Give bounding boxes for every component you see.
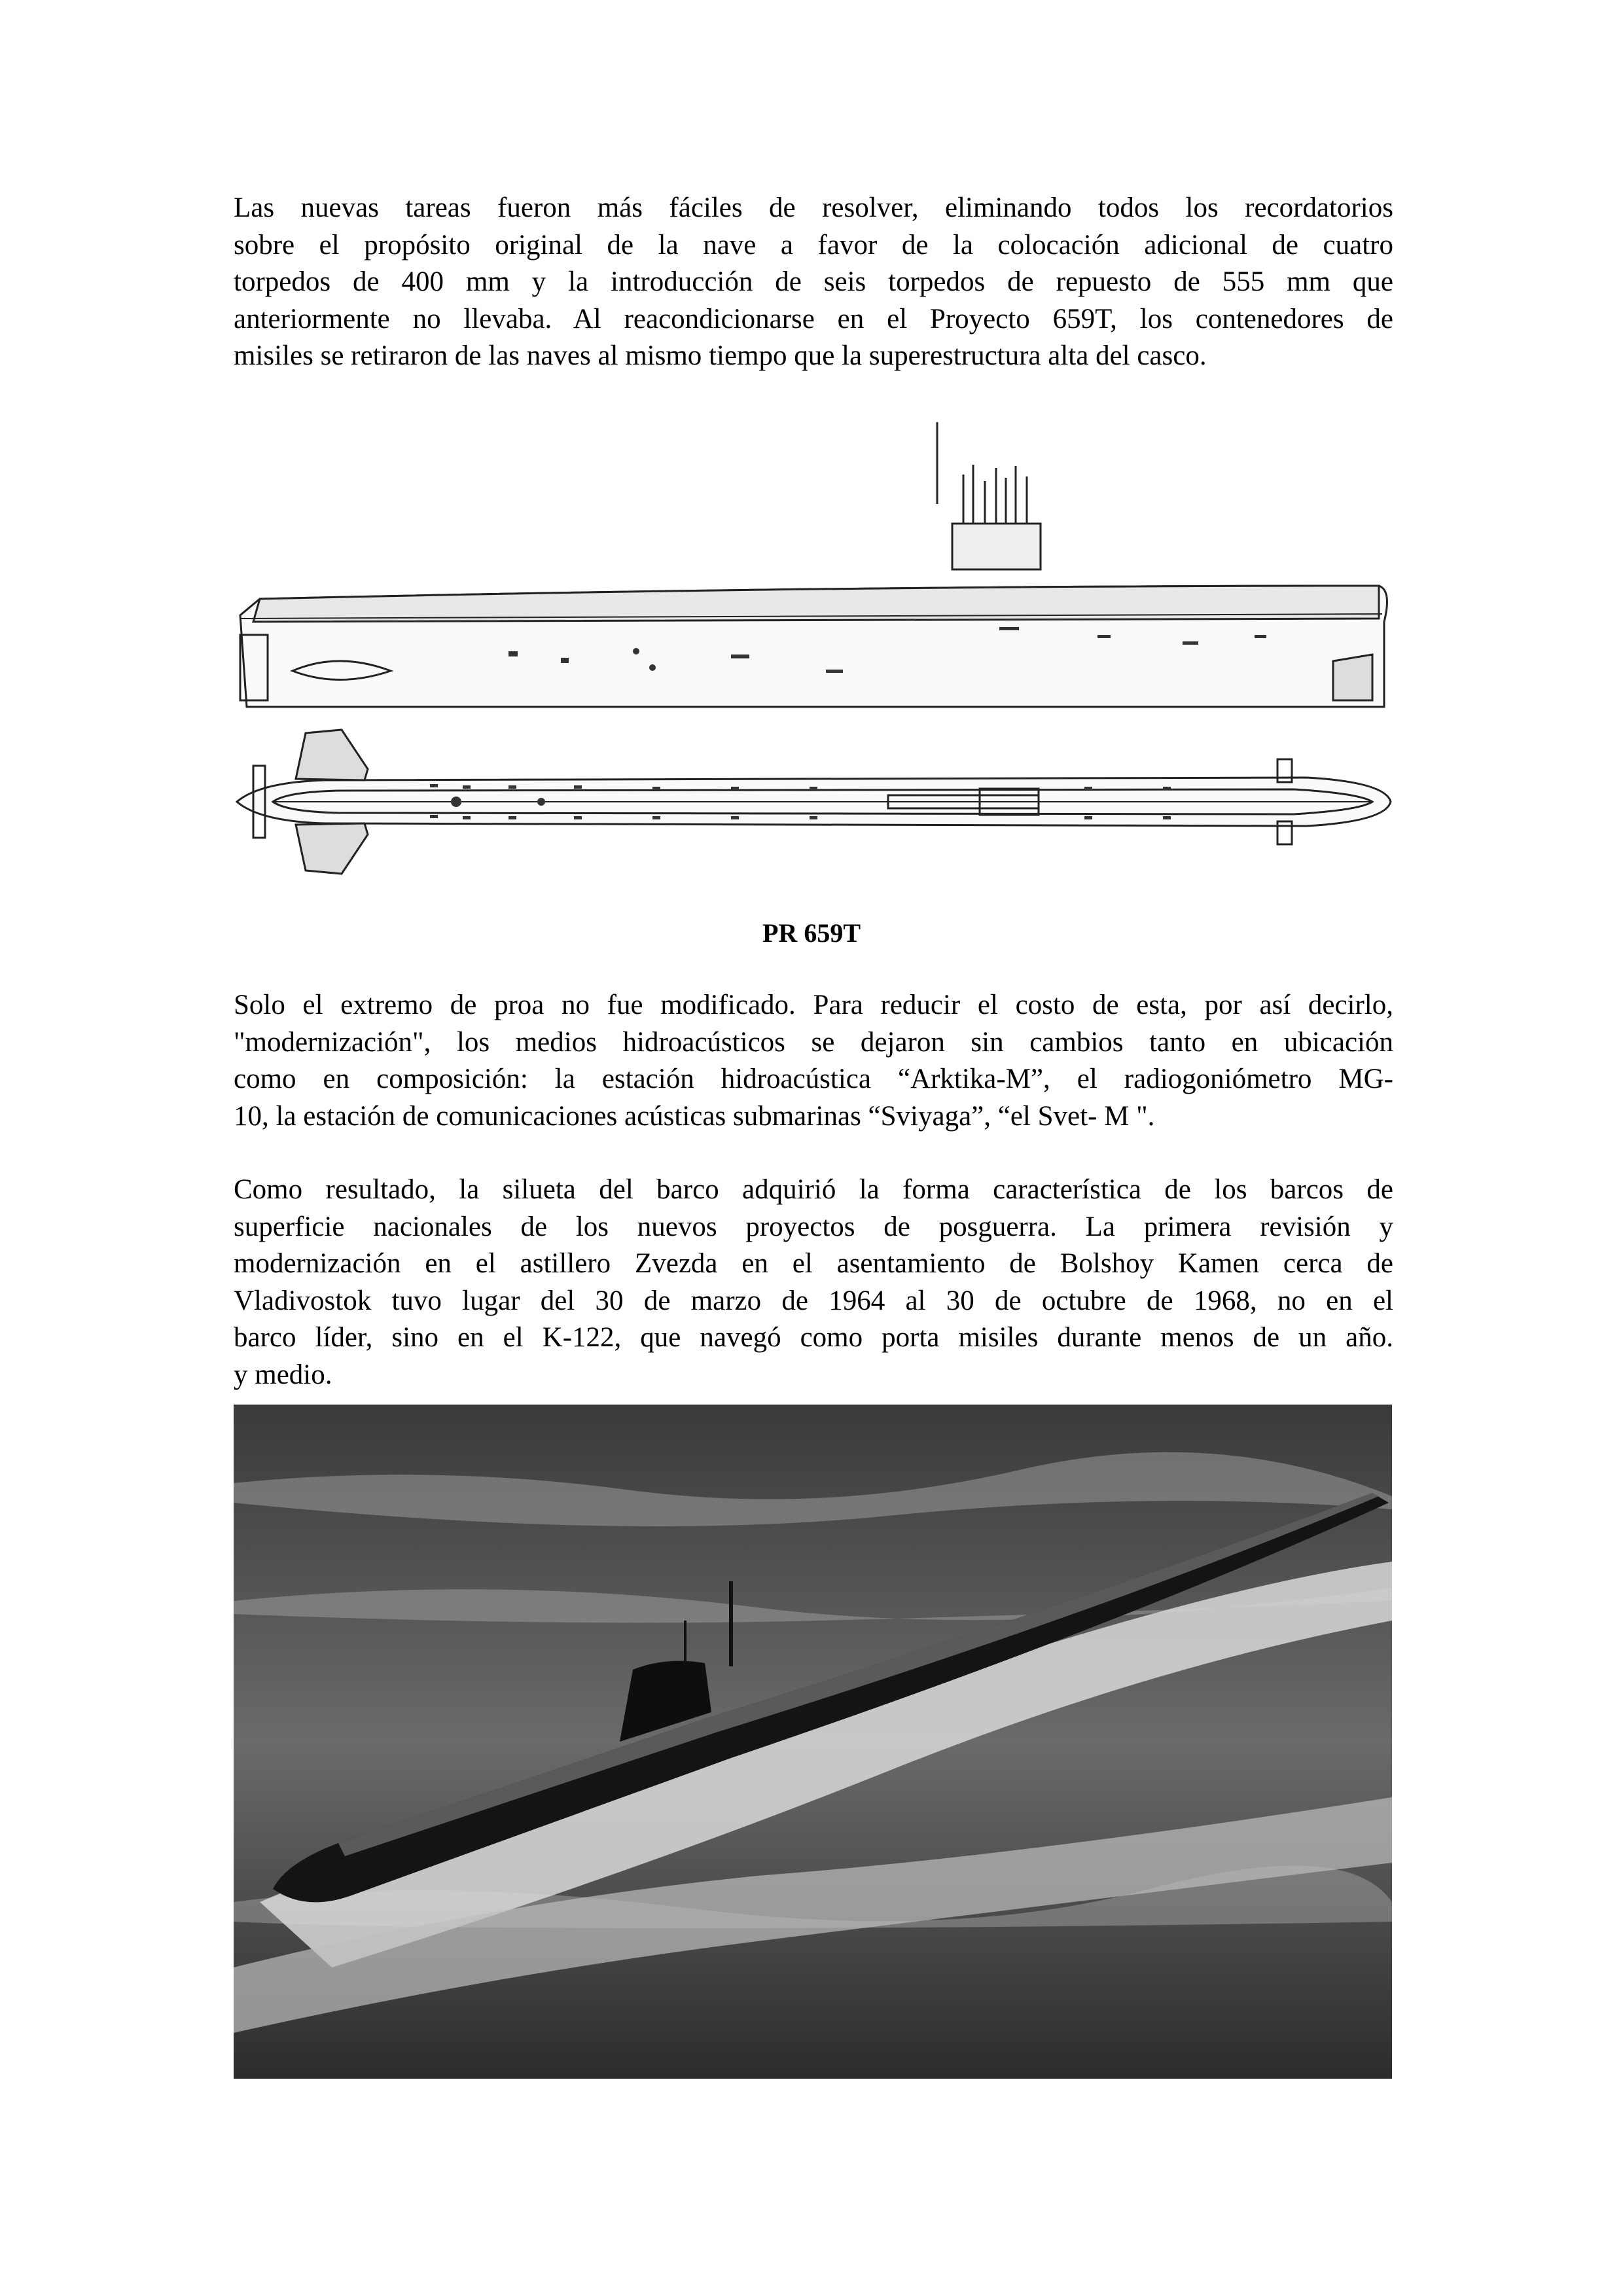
submarine-photo — [234, 1405, 1392, 2079]
side-profile — [240, 422, 1387, 707]
text-line: anteriormente no llevaba. Al reacondicionarse en el Proyecto 659T, los contenedores de — [234, 303, 1393, 334]
text-line: Las nuevas tareas fueron más fáciles de resolver, eliminando todos los recordatorios — [234, 192, 1393, 223]
text-line: "modernización", los medios hidroacústicos se dejaron sin cambios tanto en ubicación — [234, 1026, 1393, 1058]
text-line: como en composición: la estación hidroacústica “Arktika-M”, el radiogoniómetro MG- — [234, 1064, 1393, 1094]
text-line: barco líder, sino en el K-122, que navegó como porta misiles durante menos de un año. — [234, 1322, 1393, 1353]
figure-caption: PR 659T — [762, 918, 861, 948]
text-line: superficie nacionales de los nuevos proyectos de posguerra. La primera revisión y — [234, 1211, 1393, 1242]
text-line: torpedos de 400 mm y la introducción de seis torpedos de repuesto de 555 mm que — [234, 266, 1393, 297]
text-line: modernización en el astillero Zvezda en el asentamiento de Bolshoy Kamen cerca de — [234, 1248, 1393, 1279]
text-line: sobre el propósito original de la nave a favor de la colocación adicional de cuatro — [234, 229, 1393, 260]
paragraph-3 — [234, 1172, 1393, 1393]
text-line: Vladivostok tuvo lugar del 30 de marzo de 1964 al 30 de octubre de 1968, no en el — [234, 1285, 1393, 1316]
paragraph-2 — [234, 987, 1393, 1135]
text-line: Como resultado, la silueta del barco adquirió la forma característica de los barcos de — [234, 1174, 1393, 1205]
text-line: y medio. — [234, 1359, 332, 1390]
submarine-diagram — [234, 419, 1392, 910]
text-line: 10, la estación de comunicaciones acústicas submarinas “Sviyaga”, “el Svet- M ". — [234, 1100, 1155, 1132]
plan-view — [237, 730, 1391, 874]
text-line: misiles se retiraron de las naves al mismo tiempo que la superestructura alta del casco. — [234, 340, 1207, 371]
paragraph-1 — [234, 190, 1393, 375]
text-line: Solo el extremo de proa no fue modificado. Para reducir el costo de esta, por así decirlo, — [234, 990, 1393, 1020]
